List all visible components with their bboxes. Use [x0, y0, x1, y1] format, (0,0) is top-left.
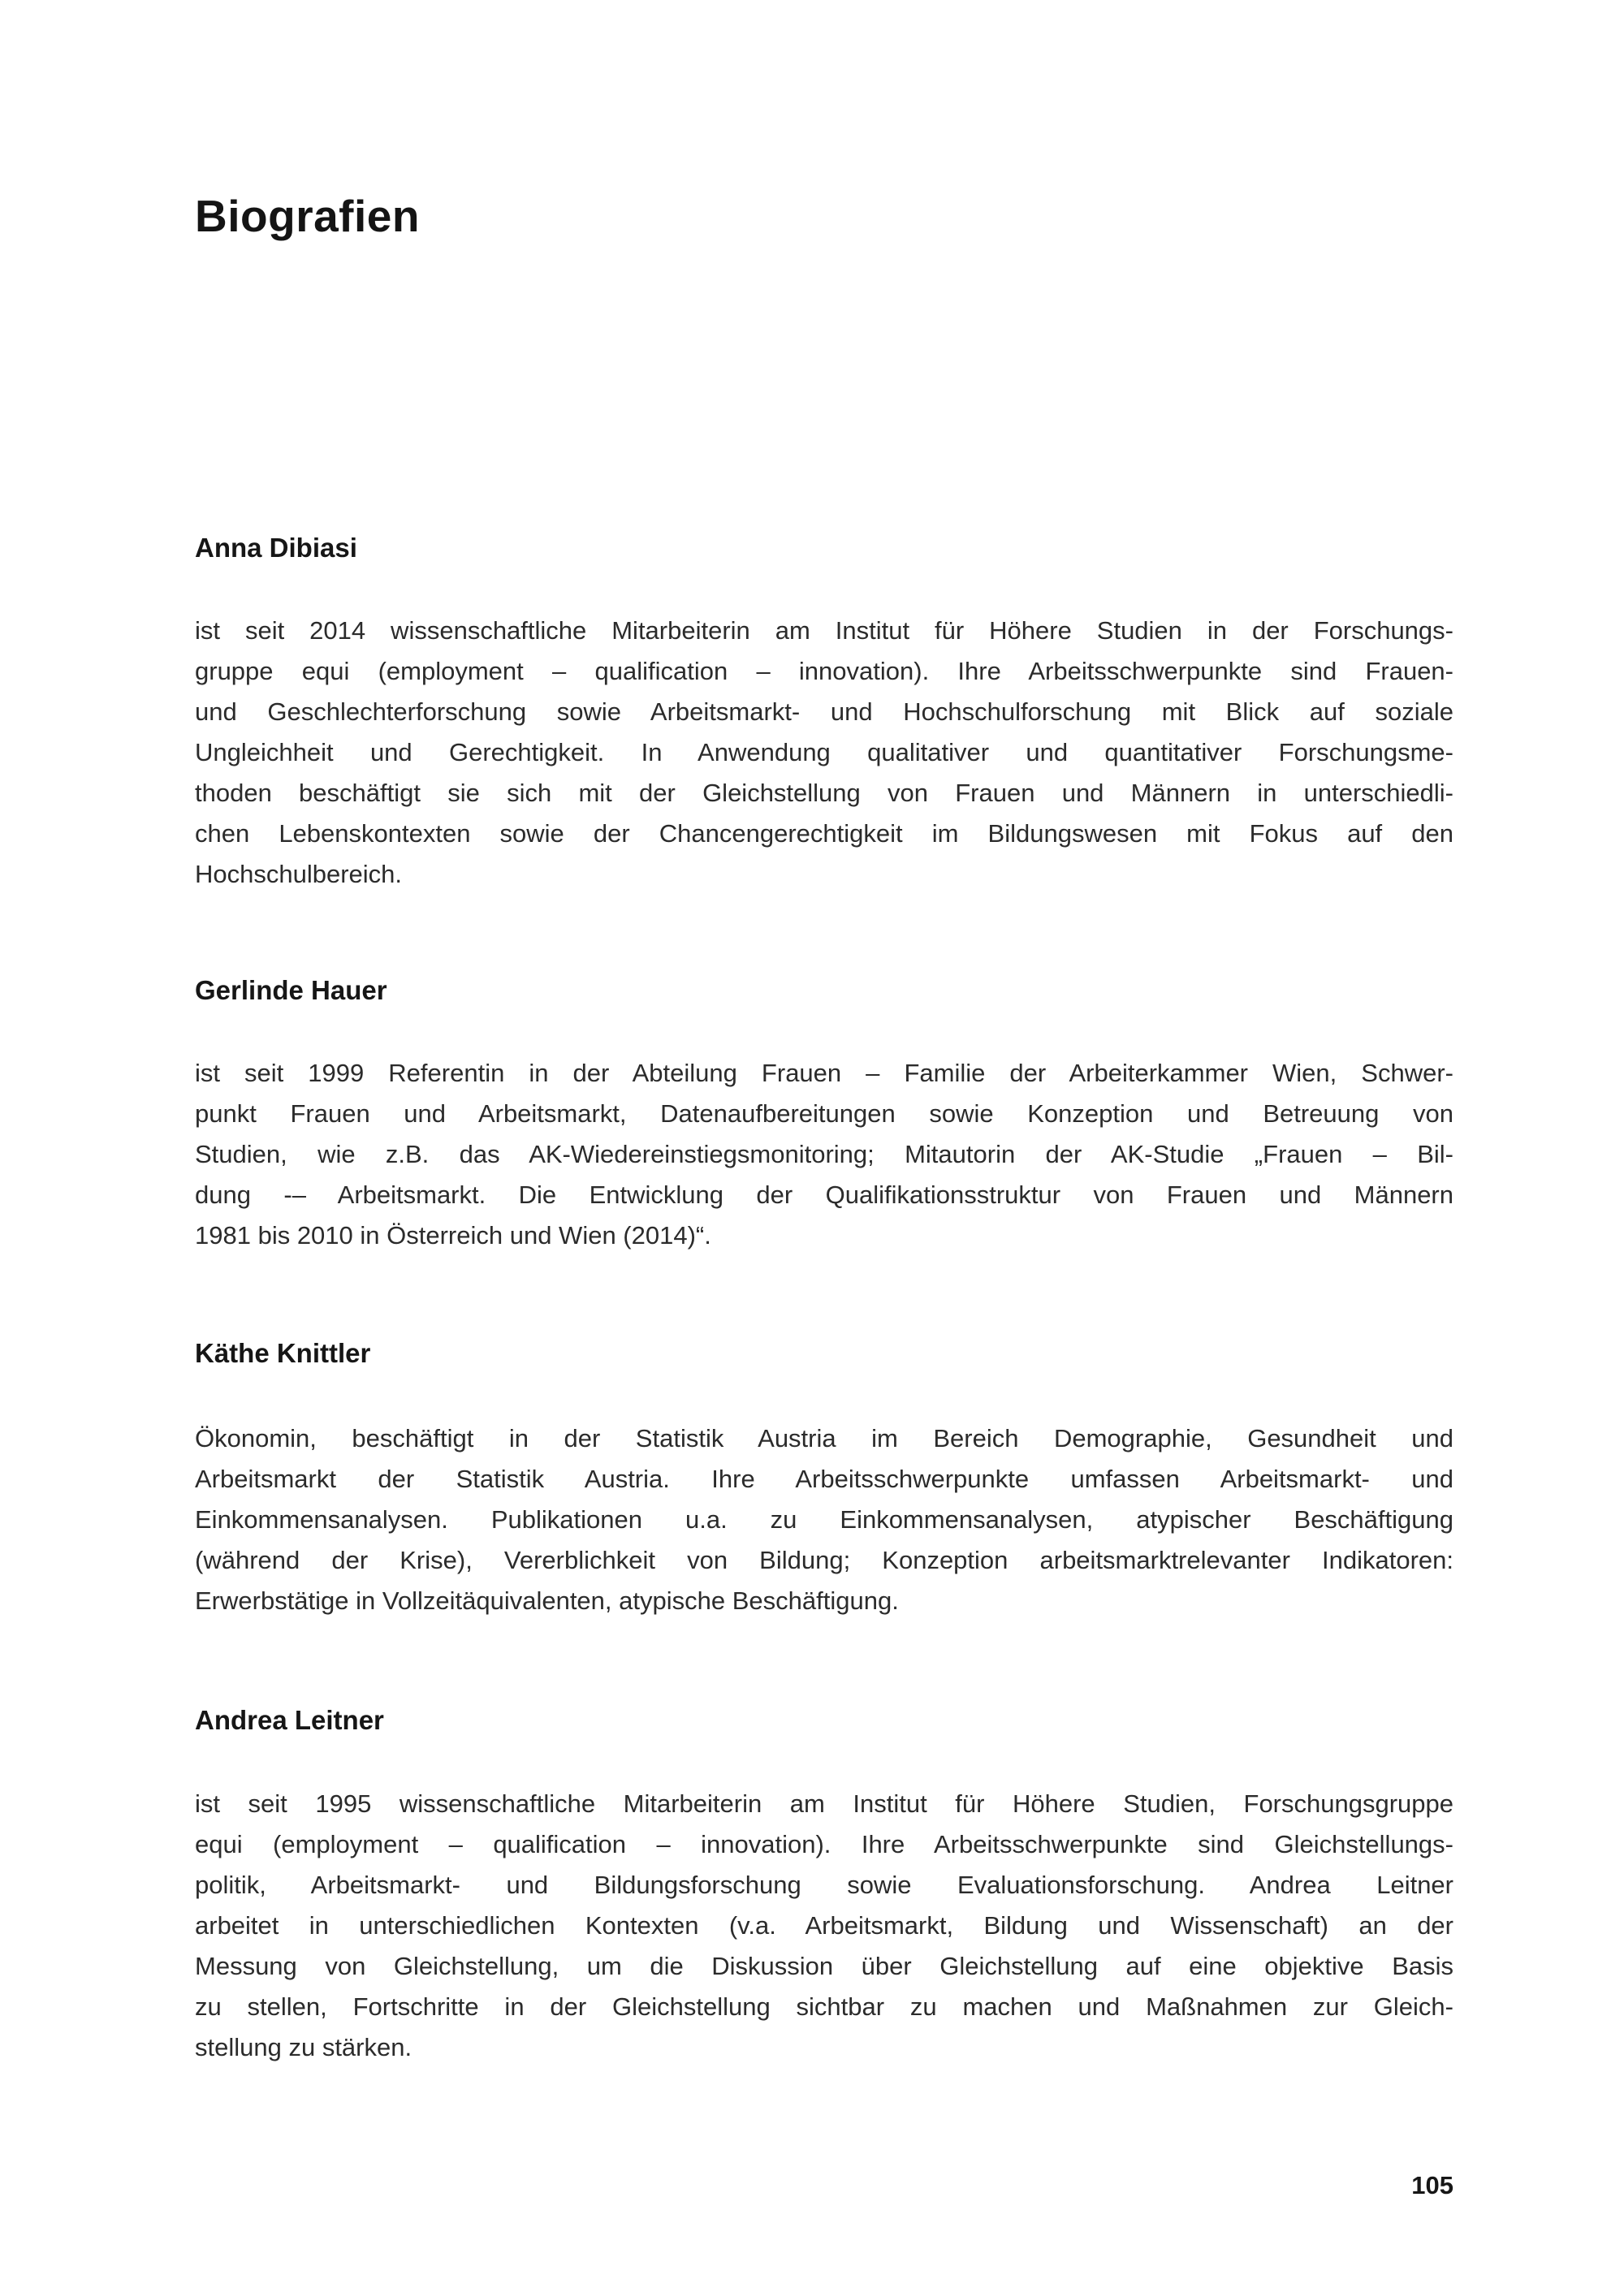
bio-text-line: equi (employment – qualification – innovation). Ihre Arbeitsschwerpunkte sind Gleichstellungs- [195, 1830, 1453, 1858]
bio-text-line: Einkommensanalysen. Publikationen u.a. zu Einkommensanalysen, atypischer Beschäftigung [195, 1505, 1453, 1534]
bio-paragraph-anna-dibiasi [195, 611, 1453, 895]
bio-text-line: arbeitet in unterschiedlichen Kontexten (v.a. Arbeitsmarkt, Bildung und Wissenschaft) an der [195, 1911, 1453, 1940]
bio-heading-gerlinde-hauer: Gerlinde Hauer [195, 975, 387, 1005]
bio-text-line: Studien, wie z.B. das AK-Wiedereinstiegsmonitoring; Mitautorin der AK-Studie „Frauen – Bil- [195, 1140, 1453, 1168]
bio-text-line: zu stellen, Fortschritte in der Gleichstellung sichtbar zu machen und Maßnahmen zur Gleich- [195, 1992, 1453, 2021]
bio-text-line: thoden beschäftigt sie sich mit der Gleichstellung von Frauen und Männern in unterschiedli- [195, 779, 1453, 807]
bio-text-line: ist seit 1995 wissenschaftliche Mitarbeiterin am Institut für Höhere Studien, Forschungsgruppe [195, 1789, 1453, 1818]
bio-text-line: 1981 bis 2010 in Österreich und Wien (2014)“. [195, 1221, 711, 1250]
bio-text-line: ist seit 2014 wissenschaftliche Mitarbeiterin am Institut für Höhere Studien in der Forschungs- [195, 616, 1453, 645]
bio-text-line: Ungleichheit und Gerechtigkeit. In Anwendung qualitativer und quantitativer Forschungsme- [195, 738, 1453, 766]
bio-text-line: Hochschulbereich. [195, 860, 403, 888]
page-title: Biografien [195, 191, 420, 241]
bio-heading-anna-dibiasi: Anna Dibiasi [195, 533, 357, 563]
bio-text-line: punkt Frauen und Arbeitsmarkt, Datenaufbereitungen sowie Konzeption und Betreuung von [195, 1099, 1453, 1128]
bio-text-line: dung -– Arbeitsmarkt. Die Entwicklung der Qualifikationsstruktur von Frauen und Männern [195, 1181, 1453, 1209]
bio-paragraph-kaethe-knittler [195, 1418, 1453, 1621]
bio-text-line: Ökonomin, beschäftigt in der Statistik Austria im Bereich Demographie, Gesundheit und [195, 1424, 1453, 1452]
page-number: 105 [1411, 2171, 1453, 2199]
bio-text-line: Arbeitsmarkt der Statistik Austria. Ihre Arbeitsschwerpunkte umfassen Arbeitsmarkt- und [195, 1465, 1453, 1493]
bio-paragraph-andrea-leitner [195, 1784, 1453, 2068]
bio-text-line: Messung von Gleichstellung, um die Diskussion über Gleichstellung auf eine objektive Basis [195, 1952, 1453, 1980]
bio-text-line: stellung zu stärken. [195, 2033, 412, 2061]
bio-heading-andrea-leitner: Andrea Leitner [195, 1705, 384, 1735]
bio-text-line: chen Lebenskontexten sowie der Chancengerechtigkeit im Bildungswesen mit Fokus auf den [195, 819, 1453, 848]
bio-text-line: politik, Arbeitsmarkt- und Bildungsforschung sowie Evaluationsforschung. Andrea Leitner [195, 1871, 1453, 1899]
bio-paragraph-gerlinde-hauer [195, 1053, 1453, 1256]
bio-text-line: (während der Krise), Vererblichkeit von Bildung; Konzeption arbeitsmarktrelevanter Indikatoren: [195, 1546, 1453, 1574]
bio-text-line: Erwerbstätige in Vollzeitäquivalenten, atypische Beschäftigung. [195, 1586, 899, 1615]
bio-heading-kaethe-knittler: Käthe Knittler [195, 1338, 371, 1368]
bio-text-line: ist seit 1999 Referentin in der Abteilung Frauen – Familie der Arbeiterkammer Wien, Schwer- [195, 1059, 1453, 1087]
bio-text-line: gruppe equi (employment – qualification – innovation). Ihre Arbeitsschwerpunkte sind Frauen- [195, 657, 1453, 685]
bio-text-line: und Geschlechterforschung sowie Arbeitsmarkt- und Hochschulforschung mit Blick auf soziale [195, 697, 1453, 726]
